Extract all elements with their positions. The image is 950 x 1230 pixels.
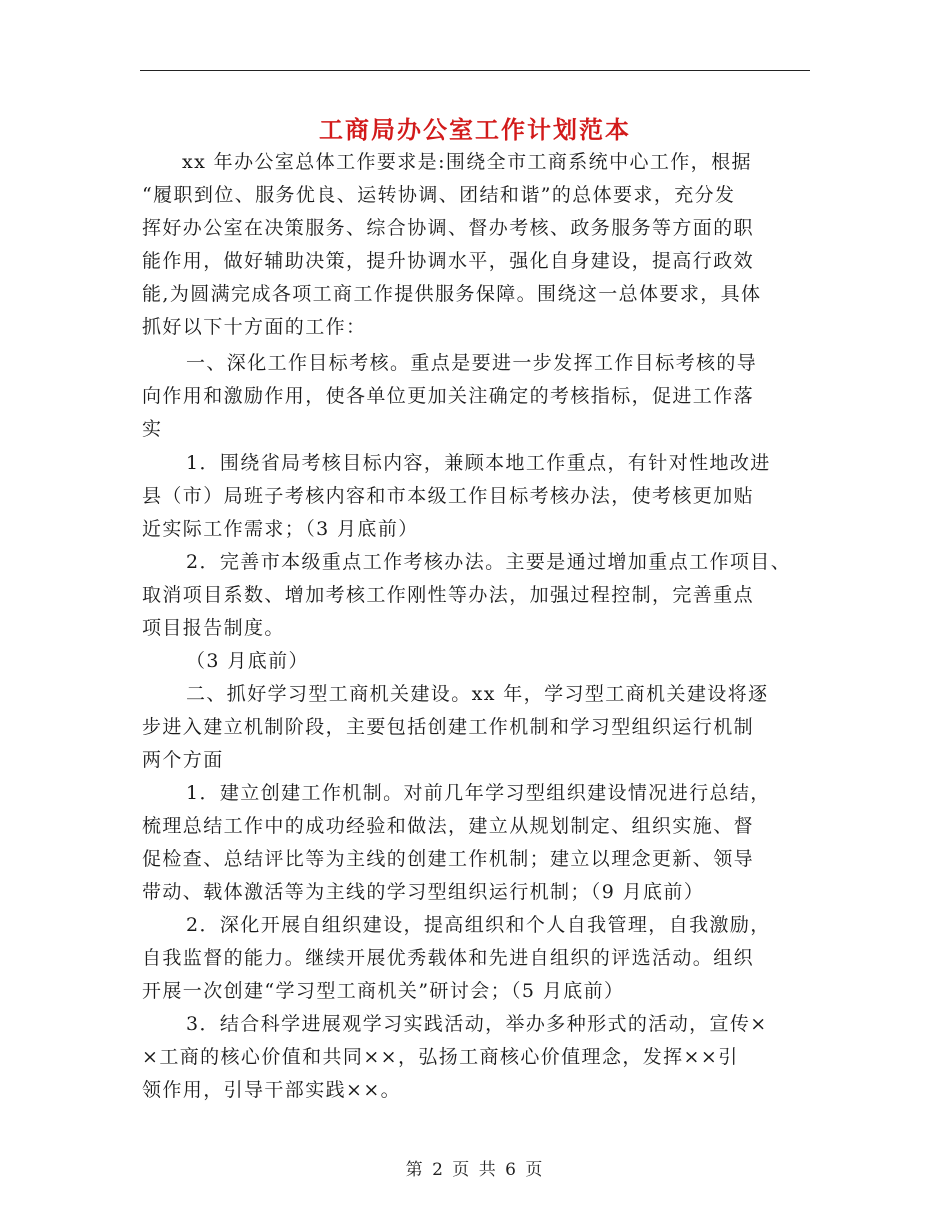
body-line: 挥好办公室在决策服务、综合协调、督办考核、政务服务等方面的职 [142, 217, 755, 239]
body-line: 项目报告制度。 [142, 617, 285, 639]
body-line: 能作用，做好辅助决策，提升协调水平，强化自身建设，提高行政效 [142, 250, 755, 272]
item-1-2: 2．完善市本级重点工作考核办法。主要是通过增加重点工作项目、 [186, 551, 792, 573]
page-number: 第 2 页 共 6 页 [405, 1160, 545, 1180]
body-line: 县（市）局班子考核内容和市本级工作目标考核办法，使考核更加贴 [142, 485, 755, 507]
body-line: 近实际工作需求；（3 月底前） [142, 518, 419, 540]
body-line: （3 月底前） [186, 650, 309, 672]
body-line: 促检查、总结评比等为主线的创建工作机制；建立以理念更新、领导 [142, 848, 755, 870]
item-1-1: 1．围绕省局考核目标内容，兼顾本地工作重点，有针对性地改进 [186, 452, 771, 474]
body-line: ×工商的核心价值和共同××，弘扬工商核心价值理念，发挥××引 [142, 1046, 739, 1068]
body-line: xx 年办公室总体工作要求是:围绕全市工商系统中心工作，根据 [182, 151, 752, 173]
body-line: “履职到位、服务优良、运转协调、团结和谐”的总体要求，充分发 [142, 184, 736, 206]
item-2-2: 2．深化开展自组织建设，提高组织和个人自我管理，自我激励， [186, 914, 771, 936]
body-line: 两个方面 [142, 749, 224, 771]
body-line: 能,为圆满完成各项工商工作提供服务保障。围绕这一总体要求，具体 [142, 283, 762, 305]
header-rule [140, 70, 810, 71]
section-heading-2: 二、抓好学习型工商机关建设。xx 年，学习型工商机关建设将逐 [186, 683, 769, 705]
body-line: 向作用和激励作用，使各单位更加关注确定的考核指标，促进工作落 [142, 385, 755, 407]
body-line: 梳理总结工作中的成功经验和做法，建立从规划制定、组织实施、督 [142, 815, 755, 837]
section-heading-1: 一、深化工作目标考核。重点是要进一步发挥工作目标考核的导 [186, 352, 758, 374]
body-line: 开展一次创建“学习型工商机关”研讨会；（5 月底前） [142, 980, 625, 1002]
body-line: 带动、载体激活等为主线的学习型组织运行机制；（9 月底前） [142, 881, 705, 903]
item-2-1: 1．建立创建工作机制。对前几年学习型组织建设情况进行总结， [186, 782, 771, 804]
body-line: 步进入建立机制阶段，主要包括创建工作机制和学习型组织运行机制 [142, 716, 755, 738]
item-2-3: 3．结合科学进展观学习实践活动，举办多种形式的活动，宣传× [186, 1013, 768, 1035]
document-title: 工商局办公室工作计划范本 [319, 115, 631, 144]
body-line: 抓好以下十方面的工作： [142, 316, 367, 338]
body-line: 取消项目系数、增加考核工作刚性等办法，加强过程控制，完善重点 [142, 584, 755, 606]
body-line: 自我监督的能力。继续开展优秀载体和先进自组织的评选活动。组织 [142, 947, 755, 969]
body-line: 实 [142, 418, 163, 440]
body-line: 领作用，引导干部实践××。 [142, 1079, 402, 1101]
